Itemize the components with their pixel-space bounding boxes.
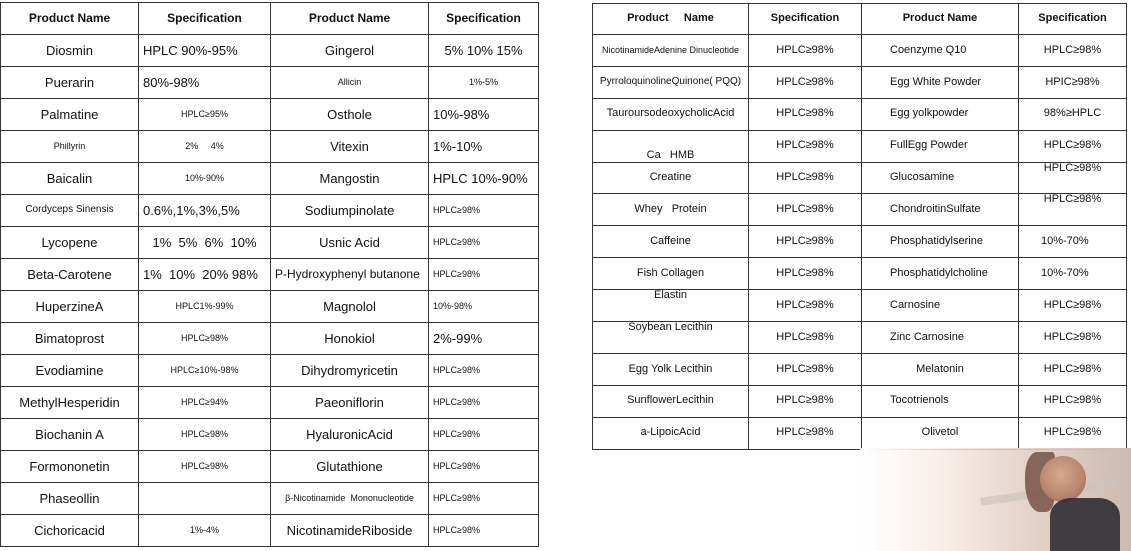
product-name-cell: Beta-Carotene — [1, 259, 139, 291]
specification-cell: 10%-70% — [1019, 226, 1127, 258]
table-row — [593, 98, 1127, 130]
table-row — [1, 291, 539, 323]
specification-cell: HPIC≥98% — [1019, 66, 1127, 98]
product-name-cell: Palmatine — [1, 99, 139, 131]
specification-cell — [139, 483, 271, 515]
specification-cell: 2%-99% — [429, 323, 539, 355]
table-row — [593, 322, 1127, 354]
table-row — [593, 66, 1127, 98]
specification-cell: HPLC≥98% — [139, 451, 271, 483]
specification-cell: 2% 4% — [139, 131, 271, 163]
product-name-cell: Formononetin — [1, 451, 139, 483]
table-row — [1, 99, 539, 131]
specification-cell: HPLC1%-99% — [139, 291, 271, 323]
product-name-cell: Zinc Carnosine — [862, 322, 1019, 354]
product-name-cell: Cordyceps Sinensis — [1, 195, 139, 227]
header-specification: Specification — [749, 4, 862, 35]
header-product-name: Product Name — [1, 3, 139, 35]
product-table-left — [0, 2, 539, 547]
product-name-cell: Melatonin — [862, 353, 1019, 385]
header-specification: Specification — [1019, 4, 1127, 35]
specification-cell: HPLC≥94% — [139, 387, 271, 419]
table-header-row — [593, 4, 1127, 35]
specification-cell: HPLC≥98% — [429, 355, 539, 387]
specification-cell: HPLC≥98% — [749, 162, 862, 194]
specification-cell: HPLC≥98% — [749, 290, 862, 322]
table-row — [593, 417, 1127, 449]
specification-cell: 98%≥HPLC — [1019, 98, 1127, 130]
specification-cell: HPLC≥98% — [429, 195, 539, 227]
table-row — [593, 385, 1127, 417]
specification-cell: 80%-98% — [139, 67, 271, 99]
specification-cell: HPLC≥98% — [749, 98, 862, 130]
product-name-cell: MethylHesperidin — [1, 387, 139, 419]
specification-cell: 10%-70% — [1019, 258, 1127, 290]
table-row — [1, 451, 539, 483]
photo-woman-face — [1040, 456, 1086, 502]
table-row — [593, 290, 1127, 322]
product-name-cell: Egg White Powder — [862, 66, 1019, 98]
product-name-cell: Gingerol — [271, 35, 429, 67]
product-name-cell: Soybean Lecithin — [593, 322, 749, 354]
product-name-cell: Tocotrienols — [862, 385, 1019, 417]
product-name-cell: PyrroloquinolineQuinone( PQQ) — [593, 66, 749, 98]
product-name-cell: Biochanin A — [1, 419, 139, 451]
product-name-cell: Osthole — [271, 99, 429, 131]
header-specification: Specification — [429, 3, 539, 35]
specification-cell: HPLC≥98% — [749, 322, 862, 354]
product-name-cell: Bimatoprost — [1, 323, 139, 355]
product-name-cell: Egg Yolk Lecithin — [593, 353, 749, 385]
table-row — [1, 387, 539, 419]
specification-cell: HPLC 10%-90% — [429, 163, 539, 195]
specification-cell: HPLC≥98% — [429, 451, 539, 483]
product-table-right — [592, 3, 1127, 450]
specification-cell: HPLC≥95% — [139, 99, 271, 131]
product-name-cell: Glutathione — [271, 451, 429, 483]
specification-cell: HPLC≥98% — [1019, 162, 1127, 194]
table-row — [1, 419, 539, 451]
specification-cell: 1% 5% 6% 10% — [139, 227, 271, 259]
table-row — [593, 130, 1127, 162]
specification-cell: HPLC≥98% — [749, 258, 862, 290]
specification-cell: 1%-5% — [429, 67, 539, 99]
product-name-cell: P-Hydroxyphenyl butanone — [271, 259, 429, 291]
specification-cell: HPLC≥98% — [1019, 290, 1127, 322]
specification-cell: HPLC≥98% — [1019, 35, 1127, 67]
specification-cell: HPLC≥98% — [1019, 194, 1127, 226]
specification-cell: HPLC≥98% — [429, 387, 539, 419]
product-name-cell: HyaluronicAcid — [271, 419, 429, 451]
product-name-cell: Olivetol — [862, 417, 1019, 449]
table-row — [593, 194, 1127, 226]
specification-cell: 10%-98% — [429, 99, 539, 131]
specification-cell: 10%-90% — [139, 163, 271, 195]
specification-cell: 5% 10% 15% — [429, 35, 539, 67]
product-name-cell: Allicin — [271, 67, 429, 99]
specification-cell: HPLC≥98% — [139, 323, 271, 355]
product-name-cell: HuperzineA — [1, 291, 139, 323]
product-name-cell: Elastin — [593, 290, 749, 322]
specification-cell: HPLC≥98% — [749, 66, 862, 98]
product-name-cell: SunflowerLecithin — [593, 385, 749, 417]
product-name-cell: Creatine — [593, 162, 749, 194]
product-name-cell: Ca HMB — [593, 130, 749, 162]
table-row — [1, 483, 539, 515]
product-name-cell: Honokiol — [271, 323, 429, 355]
specification-cell: HPLC≥98% — [429, 419, 539, 451]
product-name-cell: Usnic Acid — [271, 227, 429, 259]
header-product-name: Product Name — [593, 4, 749, 35]
table-row — [593, 162, 1127, 194]
table-row — [1, 515, 539, 547]
table-row — [593, 35, 1127, 67]
product-name-cell: TauroursodeoxycholicAcid — [593, 98, 749, 130]
product-name-cell: Fish Collagen — [593, 258, 749, 290]
product-name-cell: FullEgg Powder — [862, 130, 1019, 162]
table-row — [1, 163, 539, 195]
specification-cell: HPLC≥98% — [429, 259, 539, 291]
specification-cell: HPLC≥98% — [429, 515, 539, 547]
specification-cell: HPLC≥98% — [1019, 385, 1127, 417]
table-row — [1, 227, 539, 259]
specification-cell: HPLC≥98% — [1019, 353, 1127, 385]
table-row — [1, 131, 539, 163]
product-name-cell: Dihydromyricetin — [271, 355, 429, 387]
product-name-cell: Glucosamine — [862, 162, 1019, 194]
photo-woman-body — [1050, 498, 1120, 551]
product-name-cell: Evodiamine — [1, 355, 139, 387]
product-name-cell: Carnosine — [862, 290, 1019, 322]
product-name-cell: Whey Protein — [593, 194, 749, 226]
product-name-cell: ChondroitinSulfate — [862, 194, 1019, 226]
product-name-cell: Cichoricacid — [1, 515, 139, 547]
table-header-row — [1, 3, 539, 35]
product-name-cell: Phosphatidylcholine — [862, 258, 1019, 290]
table-row — [1, 35, 539, 67]
table-row — [1, 195, 539, 227]
product-name-cell: Coenzyme Q10 — [862, 35, 1019, 67]
product-name-cell: Puerarin — [1, 67, 139, 99]
specification-cell: HPLC≥98% — [429, 483, 539, 515]
header-specification: Specification — [139, 3, 271, 35]
product-name-cell: Sodiumpinolate — [271, 195, 429, 227]
specification-cell: 0.6%,1%,3%,5% — [139, 195, 271, 227]
product-name-cell: Egg yolkpowder — [862, 98, 1019, 130]
specification-cell: HPLC≥98% — [749, 353, 862, 385]
product-name-cell: a-LipoicAcid — [593, 417, 749, 449]
header-product-name: Product Name — [271, 3, 429, 35]
product-name-cell: NicotinamideRiboside — [271, 515, 429, 547]
specification-cell: HPLC 90%-95% — [139, 35, 271, 67]
product-name-cell: NicotinamideAdenine Dinucleotide — [593, 35, 749, 67]
table-row — [1, 67, 539, 99]
specification-cell: HPLC≥98% — [749, 385, 862, 417]
product-name-cell: Baicalin — [1, 163, 139, 195]
product-name-cell: Paeoniflorin — [271, 387, 429, 419]
product-name-cell: Magnolol — [271, 291, 429, 323]
specification-cell: HPLC≥98% — [1019, 417, 1127, 449]
specification-cell: 1%-10% — [429, 131, 539, 163]
specification-cell: 1% 10% 20% 98% — [139, 259, 271, 291]
specification-cell: HPLC≥98% — [1019, 130, 1127, 162]
specification-cell: HPLC≥10%-98% — [139, 355, 271, 387]
specification-cell: HPLC≥98% — [1019, 322, 1127, 354]
product-name-cell: Mangostin — [271, 163, 429, 195]
table-row — [593, 258, 1127, 290]
specification-cell: HPLC≥98% — [139, 419, 271, 451]
product-name-cell: Phillyrin — [1, 131, 139, 163]
product-name-cell: Phaseollin — [1, 483, 139, 515]
product-name-cell: Vitexin — [271, 131, 429, 163]
specification-cell: 1%-4% — [139, 515, 271, 547]
header-product-name: Product Name — [862, 4, 1019, 35]
table-row — [1, 259, 539, 291]
specification-cell: HPLC≥98% — [749, 130, 862, 162]
product-name-cell: Caffeine — [593, 226, 749, 258]
specification-cell: HPLC≥98% — [749, 194, 862, 226]
specification-cell: HPLC≥98% — [429, 227, 539, 259]
product-name-cell: Lycopene — [1, 227, 139, 259]
table-row — [593, 353, 1127, 385]
fitness-photo — [860, 448, 1131, 551]
product-name-cell: Diosmin — [1, 35, 139, 67]
product-name-cell: β-Nicotinamide Mononucleotide — [271, 483, 429, 515]
table-row — [1, 355, 539, 387]
specification-cell: HPLC≥98% — [749, 417, 862, 449]
table-row — [1, 323, 539, 355]
specification-cell: 10%-98% — [429, 291, 539, 323]
specification-cell: HPLC≥98% — [749, 226, 862, 258]
product-name-cell: Phosphatidylserine — [862, 226, 1019, 258]
specification-cell: HPLC≥98% — [749, 35, 862, 67]
table-row — [593, 226, 1127, 258]
